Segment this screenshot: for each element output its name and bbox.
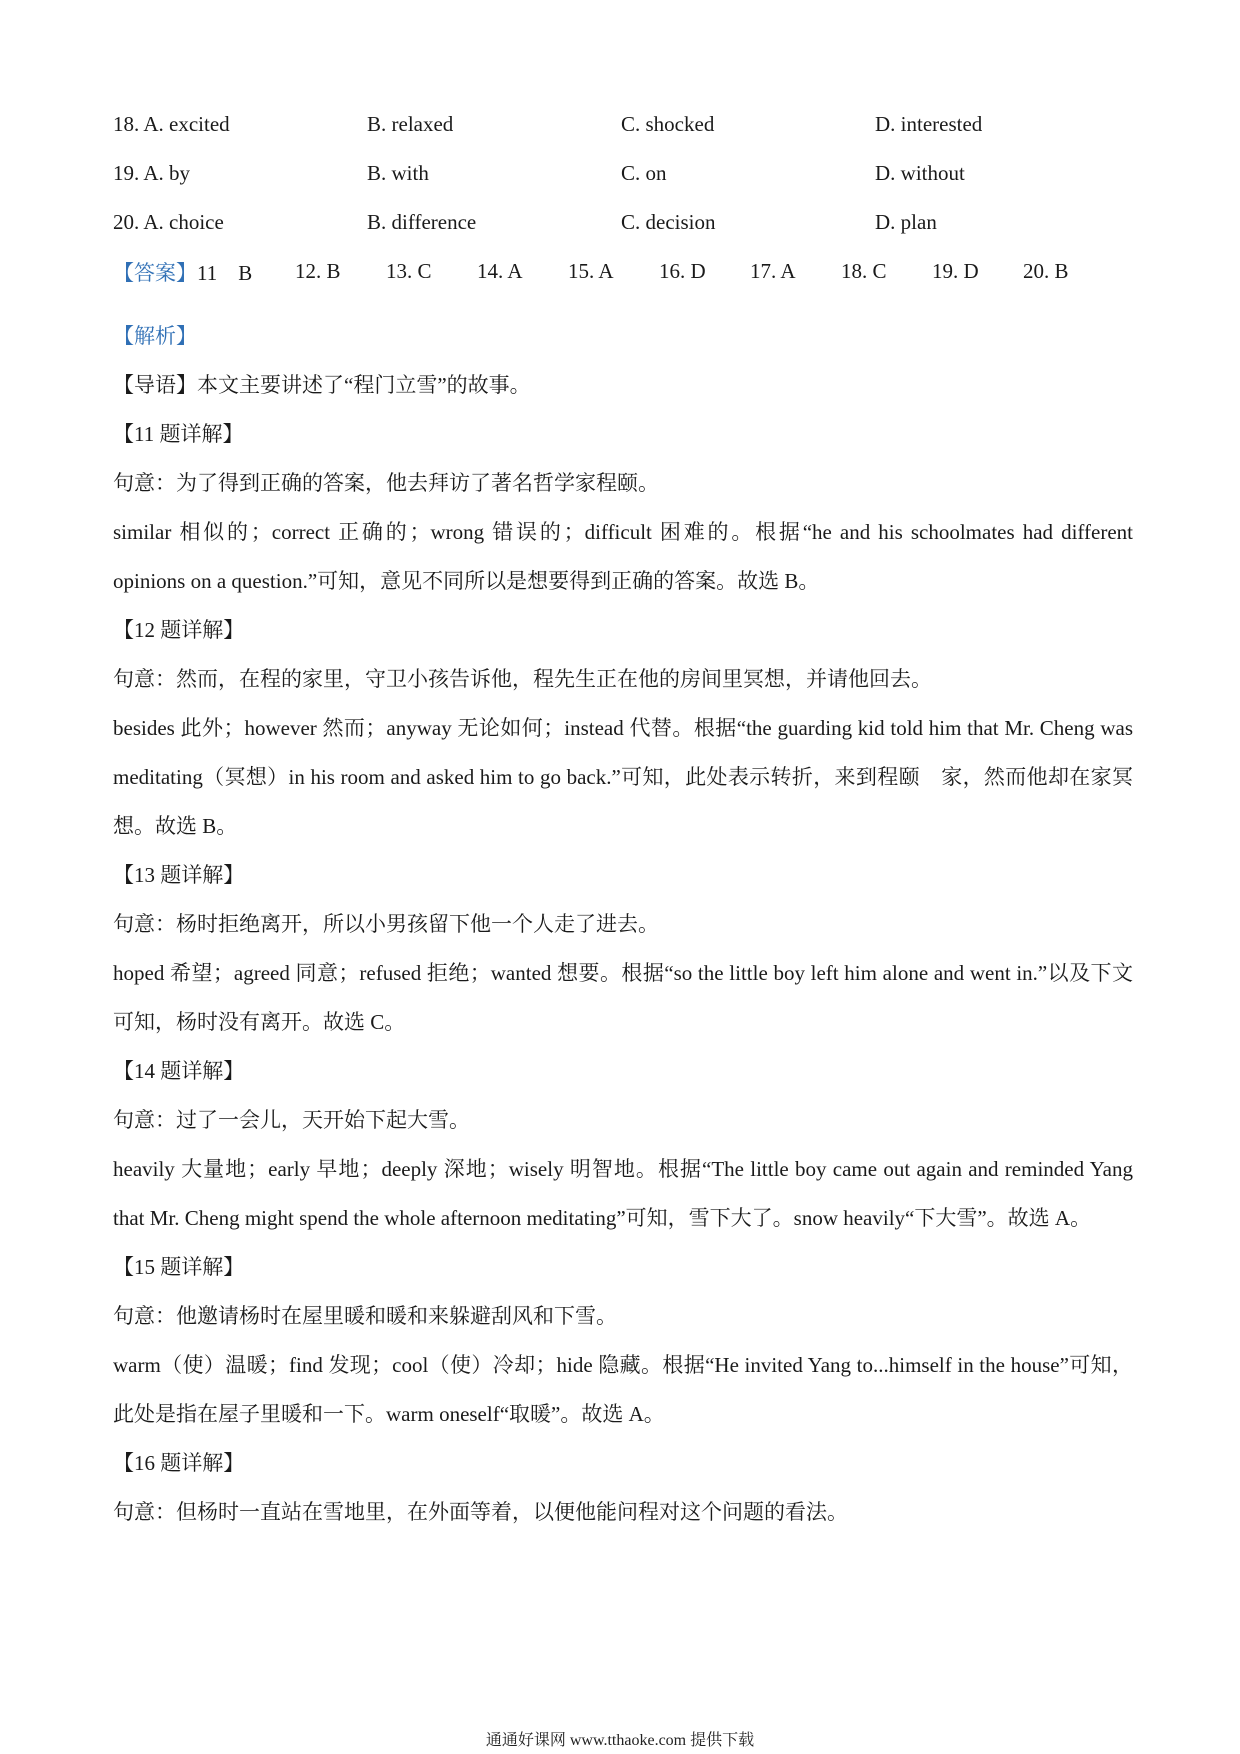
section-meaning: 句意：杨时拒绝离开，所以小男孩留下他一个人走了进去。 (113, 912, 659, 936)
page-footer: 通通好课网 www.tthaoke.com 提供下载 (485, 1732, 755, 1749)
answer-item: 13. C (386, 259, 432, 283)
section-explain: warm（使）温暖；find 发现；cool（使）冷却；hide 隐藏。根据“He invited Yang to...himself in the house”可知，此处是指在屋子里暖和一下。warm oneself“取暖”。故选 A。 (113, 1353, 1133, 1426)
document-body (113, 100, 1133, 1537)
option-text: D. interested (875, 112, 983, 136)
answer-item: 17. A (750, 259, 796, 283)
intro-text: 【导语】本文主要讲述了“程门立雪”的故事。 (113, 373, 531, 397)
options-row-19 (113, 149, 1133, 198)
answer-item: 18. C (841, 259, 887, 283)
section-explain: heavily 大量地；early 早地；deeply 深地；wisely 明智地。根据“The little boy came out again and reminded Yang that Mr. Cheng might spend the whole afternoon meditating”可知，雪下大了。snow heavily“下大雪”。故选 A。 (113, 1157, 1133, 1230)
section-meaning: 句意：然而，在程的家里，守卫小孩告诉他，程先生正在他的房间里冥想，并请他回去。 (113, 667, 932, 691)
answer-item: 11 B (197, 260, 253, 285)
option-text: B. difference (367, 210, 477, 234)
section-title: 【13 题详解】 (113, 863, 245, 887)
section-title: 【15 题详解】 (113, 1255, 245, 1279)
options-row-20 (113, 198, 1133, 247)
section-meaning: 句意：过了一会儿，天开始下起大雪。 (113, 1108, 470, 1132)
section-meaning: 句意：他邀请杨时在屋里暖和暖和来躲避刮风和下雪。 (113, 1304, 617, 1328)
answer-item: 19. D (932, 259, 979, 283)
answer-item: 12. B (295, 259, 341, 283)
answer-item: 14. A (477, 259, 523, 283)
option-text: C. on (621, 161, 667, 185)
option-text: D. without (875, 161, 965, 185)
option-text: B. relaxed (367, 112, 454, 136)
section-title: 【16 题详解】 (113, 1451, 245, 1475)
section-title: 【12 题详解】 (113, 618, 245, 642)
option-text: C. decision (621, 210, 716, 234)
analysis-label: 【解析】 (113, 324, 197, 348)
section-title: 【11 题详解】 (113, 422, 244, 446)
answer-item: 20. B (1023, 259, 1069, 283)
section-explain: hoped 希望；agreed 同意；refused 拒绝；wanted 想要。根据“so the little boy left him alone and went in.”以及下文可知，杨时没有离开。故选 C。 (113, 961, 1133, 1034)
option-text: 18. A. excited (113, 112, 230, 136)
option-text: B. with (367, 161, 429, 185)
answer-label: 【答案】 (113, 260, 197, 285)
answer-item: 15. A (568, 259, 614, 283)
section-explain: similar 相似的；correct 正确的；wrong 错误的；difficult 困难的。根据“he and his schoolmates had different opinions on a question.”可知，意见不同所以是想要得到正确的答案。故选 B。 (113, 520, 1133, 593)
section-title: 【14 题详解】 (113, 1059, 245, 1083)
option-text: D. plan (875, 210, 937, 234)
options-row-18 (113, 100, 1133, 149)
answer-key (113, 247, 1133, 296)
section-explain: besides 此外；however 然而；anyway 无论如何；instead 代替。根据“the guarding kid told him that Mr. Cheng was meditating（冥想）in his room and asked him to go back.”可知，此处表示转折，来到程颐 家，然而他却在家冥想。故选 B。 (113, 716, 1133, 838)
option-text: 19. A. by (113, 161, 191, 185)
answer-item: 16. D (659, 259, 706, 283)
option-text: C. shocked (621, 112, 715, 136)
section-meaning: 句意：但杨时一直站在雪地里，在外面等着，以便他能问程对这个问题的看法。 (113, 1500, 848, 1524)
option-text: 20. A. choice (113, 210, 224, 234)
section-meaning: 句意：为了得到正确的答案，他去拜访了著名哲学家程颐。 (113, 471, 659, 495)
